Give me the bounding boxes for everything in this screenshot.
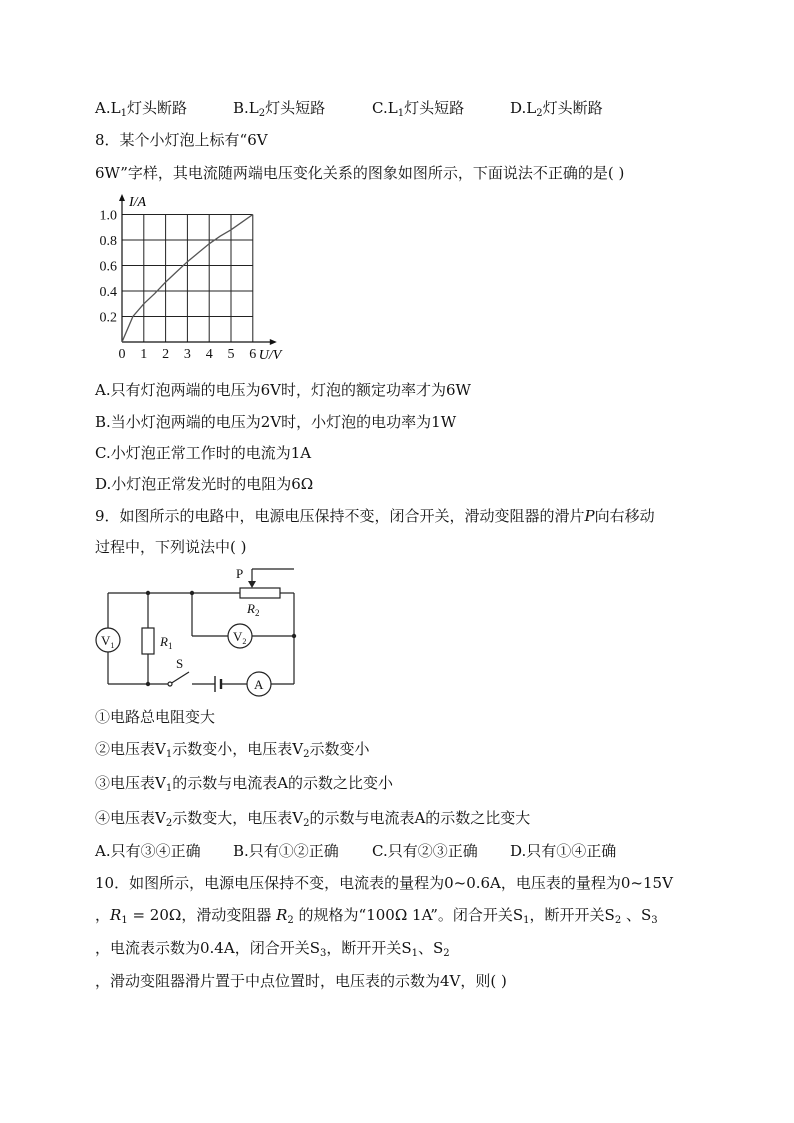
- q8-stem-line2: 6W”字样，其电流随两端电压变化关系的图象如图所示，下面说法不正确的是( ): [95, 164, 625, 182]
- q10-stem-line1: 10．如图所示，电源电压保持不变，电流表的量程为0~0.6A，电压表的量程为0~15V: [95, 874, 673, 892]
- label-v1: $V_1$: [101, 633, 115, 650]
- q9-statement-4: ④电压表$V_2$示数变大，电压表$V_2$的示数与电流表A的示数之比变大: [95, 809, 531, 829]
- q7-option-d: $D.L_2$灯头断路: [510, 99, 603, 119]
- y-axis-label: I/A: [129, 195, 147, 210]
- q9-stem-line2: 过程中，下列说法中( ): [95, 538, 247, 556]
- x-tick-label: 4: [205, 347, 213, 362]
- q8-option-d: D.小灯泡正常发光时的电阻为6Ω: [95, 475, 314, 493]
- q8-stem-line1: 8．某个小灯泡上标有“6V: [95, 131, 268, 149]
- label-a: A: [254, 677, 264, 692]
- label-r2: $R_2$: [247, 601, 260, 618]
- q9-option-d: D.只有①④正确: [510, 842, 617, 860]
- q8-iu-chart: [95, 192, 300, 372]
- q7-option-c: $C.L_1$灯头短路: [372, 99, 465, 119]
- q7-option-a: $A.L_1$灯头断路: [95, 99, 187, 119]
- x-tick-label: 6: [249, 347, 257, 362]
- chart-grid: [122, 215, 253, 343]
- q7-option-b: $B.L_2$灯头短路: [233, 99, 326, 119]
- x-axis-arrow: [270, 339, 277, 345]
- q9-statement-2: ②电压表$V_1$示数变小，电压表$V_2$示数变小: [95, 740, 370, 760]
- y-tick-label: 0.6: [99, 259, 117, 275]
- x-tick-label: 1: [140, 347, 148, 362]
- label-p: P: [236, 566, 244, 581]
- q9-option-a: A.只有③④正确: [95, 842, 201, 860]
- y-tick-label: 1.0: [99, 208, 117, 224]
- y-tick-label: 0.4: [99, 285, 117, 300]
- y-axis-arrow: [119, 194, 125, 201]
- q10-stem-line2: ，$R_1 = 20\Omega$，滑动变阻器 $R_2$ 的规格为“100Ω 1A”。闭合开关$S_1$，断开开关$S_2$ 、$S_3$: [95, 906, 658, 926]
- q9-stem-line1: 9．如图所示的电路中，电源电压保持不变，闭合开关，滑动变阻器的滑片P向右移动: [95, 507, 655, 525]
- x-tick-label: 3: [183, 347, 191, 362]
- x-tick-label: 2: [162, 347, 170, 362]
- q10-stem-line3: ，电流表示数为0.4A，闭合开关$S_3$，断开开关$S_1$、$S_2$: [95, 939, 450, 959]
- q8-option-b: B.当小灯泡两端的电压为2V时，小灯泡的电功率为1W: [95, 413, 457, 431]
- q9-circuit-diagram: [90, 560, 310, 700]
- label-r1: $R_1$: [160, 634, 173, 651]
- q8-option-c: C.小灯泡正常工作时的电流为1A: [95, 444, 312, 462]
- label-v2: $V_2$: [233, 629, 247, 646]
- q8-option-a: A.只有灯泡两端的电压为6V时，灯泡的额定功率才为6W: [95, 381, 471, 399]
- x-tick-label: 0: [118, 347, 126, 362]
- y-tick-label: 0.8: [99, 234, 117, 249]
- y-tick-label: 0.2: [99, 310, 117, 326]
- x-tick-label: 5: [227, 347, 235, 362]
- q9-statement-3: ③电压表$V_1$的示数与电流表A的示数之比变小: [95, 774, 394, 794]
- q9-option-c: C.只有②③正确: [372, 842, 478, 860]
- x-axis-label: U/V: [258, 348, 282, 363]
- q9-statement-1: ①电路总电阻变大: [95, 708, 216, 726]
- q10-stem-line4: ，滑动变阻器滑片置于中点位置时，电压表的示数为4V，则( ): [95, 972, 507, 990]
- label-s: S: [176, 656, 184, 671]
- q9-option-b: B.只有①②正确: [233, 842, 339, 860]
